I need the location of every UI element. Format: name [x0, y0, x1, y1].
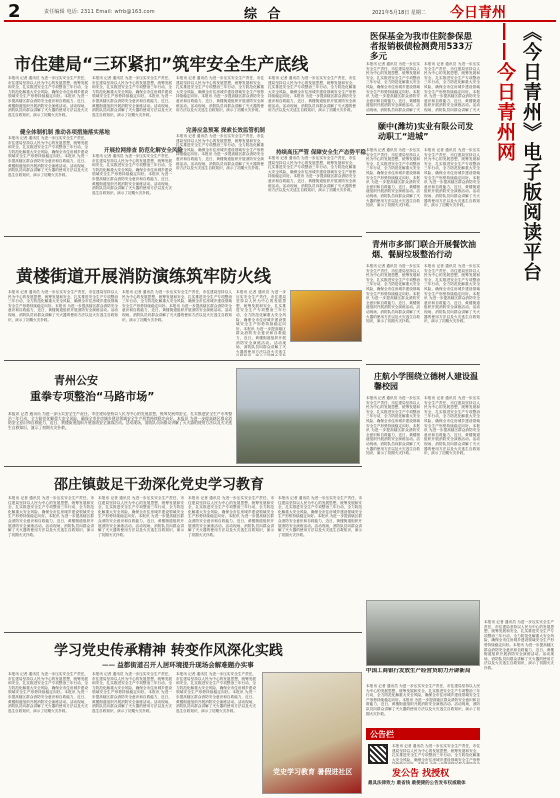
article-body: 本报讯 记者 通讯员 为进一步压实安全生产责任，市住建局坚持以人民为中心的发展思想，统筹发展和安全，扎实推进安全生产专项整治三年行动，全力防范化解重大安全风险，确保全市住房城乡建设领域安全生产形势持续稳定向好。本报讯 为进一步提高辖区群众消防安全意识和自救能力，近日，黄楼街道组织开展消防安全演练活动。活动现场，消防队员向群众讲解了灭火器的使用方法以及火灾逃生自救知识，演示了初期火灾扑救。: [8, 496, 94, 537]
article-title: 青州市多部门联合开展餐饮油烟、餐厨垃圾整治行动: [372, 240, 476, 259]
article-body: 本报讯 记者 通讯员 为进一步压实安全生产责任，市住建局坚持以人民为中心的发展思想，统筹发展和安全，扎实推进安全生产专项整治三年行动，全力防范化解重大安全风险，确保全市住房城乡建设领域安全生产形势持续稳定向好。本报讯 为进一步提高辖区群众消防安全意识和自救能力，近日，黄楼街道组织开展消防安全演练活动。活动现场，消防队员向群众讲解了灭火器的使用方法以及火灾逃生自救知识，演示了初期火灾扑救。: [176, 76, 264, 113]
article-title: 医保基金为我市住院参保患者报销极债检测费用533万多元: [370, 32, 473, 62]
article-body: 本报讯 记者 通讯员 为进一步压实安全生产责任，市住建局坚持以人民为中心的发展思想，统筹发展和安全，扎实推进安全生产专项整治三年行动，全力防范化解重大安全风险，确保全市住房城乡建设领域安全生产形势持续稳定向好。本报讯 为进一步提高辖区群众消防安全意识和自救能力，近日，黄楼街道组织开展消防安全演练活动。活动现场，消防队员向群众讲解了灭火器的使用方法以及火灾逃生自救知识，演示了初期火灾扑救。: [268, 156, 356, 193]
article-body: 本报讯 记者 通讯员 为进一步压实安全生产责任，市住建局坚持以人民为中心的发展思想，统筹发展和安全，扎实推进安全生产专项整治三年行动，全力防范化解重大安全风险，确保全市住房城乡建设领域安全生产形势持续稳定向好。本报讯 为进一步提高辖区群众消防安全意识和自救能力，近日，黄楼街道组织开展消防安全演练活动。活动现场，消防队员向群众讲解了灭火器的使用方法以及火灾逃生自救知识，演示了初期火灾扑救。: [92, 154, 172, 195]
article-body: 本报讯 记者 通讯员 为进一步压实安全生产责任，市住建局坚持以人民为中心的发展思想，统筹发展和安全，扎实推进安全生产专项整治三年行动，全力防范化解重大安全风险，确保全市住房城乡建设领域安全生产形势持续稳定向好。本报讯 为进一步提高辖区群众消防安全意识和自救能力，近日，黄楼街道组织开展消防安全演练活动。活动现场，消防队员向群众讲解了灭火器的使用方法以及火灾逃生自救知识，演示了初期火灾扑救。: [424, 264, 480, 324]
newspaper-logo: 今日青州: [450, 5, 506, 21]
article-subhead: 完善应急预案 探索长效监管机制: [186, 128, 265, 134]
sidebar-text: 本报讯 记者 通讯员 为进一步压实安全生产责任，市住建局坚持以人民为中心的发展思想，统筹发展和安全，扎实推进安全生产专项整治三年行动，全力防范化解重大安全风险，确保全市住房城乡建设领域安全生产形势持续稳定向好。本报讯 为进一步提高辖区群众消防安全意识和自救能力，近日，黄楼街道组织开展消防安全演练活动。活动现场，消防队员向群众讲解了灭火器的使用方法以及火灾逃生自救知识，演示了初期火灾扑救。: [484, 620, 554, 670]
article-body: 本报讯 记者 通讯员 为进一步压实安全生产责任，市住建局坚持以人民为中心的发展思想，统筹发展和安全，扎实推进安全生产专项整治三年行动，全力防范化解重大安全风险，确保全市住房城乡建设领域安全生产形势持续稳定向好。本报讯 为进一步提高辖区群众消防安全意识和自救能力，近日，黄楼街道组织开展消防安全演练活动。活动现场，消防队员向群众讲解了灭火器的使用方法以及火灾逃生自救知识，演示了初期火灾扑救。: [176, 672, 256, 713]
article-body: 本报讯 记者 通讯员 为进一步压实安全生产责任，市住建局坚持以人民为中心的发展思想，统筹发展和安全，扎实推进安全生产专项整治三年行动，全力防范化解重大安全风险，确保全市住房城乡建设领域安全生产形势持续稳定向好。本报讯 为进一步提高辖区群众消防安全意识和自救能力，近日，黄楼街道组织开展消防安全演练活动。活动现场，消防队员向群众讲解了灭火器的使用方法以及火灾逃生自救知识，演示了初期火灾扑救。: [424, 396, 480, 456]
divider: [366, 364, 480, 365]
bulletin-bar: [366, 728, 480, 740]
article-title: 黄楼街道开展消防演练筑牢防火线: [16, 267, 271, 287]
article-body: 本报讯 记者 通讯员 为进一步压实安全生产责任，市住建局坚持以人民为中心的发展思想，统筹发展和安全，扎实推进安全生产专项整治三年行动，全力防范化解重大安全风险，确保全市住房城乡建设领域安全生产形势持续稳定向好。本报讯 为进一步提高辖区群众消防安全意识和自救能力，近日，黄楼街道组织开展消防安全演练活动。活动现场，消防队员向群众讲解了灭火器的使用方法以及火灾逃生自救知识，演示了初期火灾扑救。: [268, 76, 356, 113]
article-title: 青州公安: [54, 374, 98, 387]
article-title: 学习党史传承精神 转变作风深化实践: [54, 643, 283, 659]
article-body: 本报讯 记者 通讯员 为进一步压实安全生产责任，市住建局坚持以人民为中心的发展思想，统筹发展和安全，扎实推进安全生产专项整治三年行动，全力防范化解重大安全风险，确保全市住房城乡建设领域安全生产形势持续稳定向好。本报讯 为进一步提高辖区群众消防安全意识和自救能力，近日，黄楼街道组织开展消防安全演练活动。活动现场，消防队员向群众讲解了灭火器的使用方法以及火灾逃生自救知识，演示了初期火灾扑救。: [92, 76, 172, 117]
vertical-title: [482, 22, 554, 620]
article-body: 本报讯 记者 通讯员 为进一步压实安全生产责任，市住建局坚持以人民为中心的发展思想，统筹发展和安全，扎实推进安全生产专项整治三年行动，全力防范化解重大安全风险，确保全市住房城乡建设领域安全生产形势持续稳定向好。本报讯 为进一步提高辖区群众消防安全意识和自救能力，近日，黄楼街道组织开展消防安全演练活动。活动现场，消防队员向群众讲解了灭火器的使用方法以及火灾逃生自救知识，演示了初期火灾扑救。: [188, 496, 274, 537]
article-body: 本报讯 记者 通讯员 为进一步压实安全生产责任，市住建局坚持以人民为中心的发展思想，统筹发展和安全，扎实推进安全生产专项整治三年行动，全力防范化解重大安全风险，确保全市住房城乡建设领域安全生产形势持续稳定向好。本报讯 为进一步提高辖区群众消防安全意识和自救能力，近日，黄楼街道组织开展消防安全演练活动。活动现场，消防队员向群众讲解了灭火器的使用方法以及火灾逃生自救知识，演示了初期火灾扑救。: [366, 684, 480, 716]
article-subtitle: —— 益都街道召开人居环境提升现场会解难题办实事: [102, 661, 254, 669]
article-body: 本报讯 记者 通讯员 为进一步压实安全生产责任，市住建局坚持以人民为中心的发展思想，统筹发展和安全，扎实推进安全生产专项整治三年行动，全力防范化解重大安全风险，确保全市住房城乡建设领域安全生产形势持续稳定向好。本报讯 为进一步提高辖区群众消防安全意识和自救能力，近日，黄楼街道组织开展消防安全演练活动。活动现场，消防队员向群众讲解了灭火器的使用方法以及火灾逃生自救知识，演示了初期火灾扑救。: [8, 76, 88, 117]
divider: [4, 236, 362, 237]
article-body: 本报讯 记者 通讯员 为进一步压实安全生产责任，市住建局坚持以人民为中心的发展思想，统筹发展和安全，扎实推进安全生产专项整治三年行动，全力防范化解重大安全风险，确保全市住房城乡建设领域安全生产形势持续稳定向好。本报讯 为进一步提高辖区群众消防安全意识和自救能力，近日，黄楼街道组织开展消防安全演练活动。活动现场，消防队员向群众讲解了灭火器的使用方法以及火灾逃生自救知识，演示了初期火灾扑救。: [424, 148, 480, 208]
article-subhead: 开展拉网排查 防范化解安全风险: [104, 148, 183, 154]
photo-title: 中国工商银行发放生产经营贷助力开辟新局: [366, 668, 471, 674]
article-title: 市住建局“三环紧扣”筑牢安全生产底线: [14, 55, 309, 75]
article-body: 本报讯 记者 通讯员 为进一步压实安全生产责任，市住建局坚持以人民为中心的发展思想，统筹发展和安全，扎实推进安全生产专项整治三年行动，全力防范化解重大安全风险，确保全市住房城乡建设领域安全生产形势持续稳定向好。本报讯 为进一步提高辖区群众消防安全意识和自救能力，近日，黄楼街道组织开展消防安全演练活动。活动现场，消防队员向群众讲解了灭: [366, 62, 420, 112]
article-body: 本报讯 记者 通讯员 为进一步压实安全生产责任，市住建局坚持以人民为中心的发展思想，统筹发展和安全，扎实推进安全生产专项整治三年行动，全力防范化解重大安全风险，确保全市住房城乡建设领域安全生产形势持续稳定向好。本报讯 为进一步提高辖区群众消防安全意识和自救能力，近日，黄楼街道组织开展消防安全演练活动。活动现场，消防队员向群众讲解了灭火: [424, 62, 480, 112]
article-body: 本报讯 记者 通讯员 为进一步压实安全生产责任，市住建局坚持以人民为中心的发展思想，统筹发展和安全，扎实推进安全生产专项整治三年行动，全力防范化解重大安全风险，确保全市住房城乡建设领域安全生产形势持续稳定向好。本报讯 为进一步提高辖区群众消防安全意识和自救能力，近日，黄楼街道组织开展消防安全演练活动。活动现场，消防队员向群众讲解了灭火器的使用方法以及火灾逃生自救知识，演示了初期火灾扑救。: [176, 134, 264, 171]
bulletin-label: 公告栏: [370, 730, 394, 739]
article-body: 本报讯 记者 通讯员 为进一步压实安全生产责任，市住建局坚持以人民为中心的发展思想，统筹发展和安全，扎实推进安全生产专项整治三年行动，全力防范化解重大安全风险，确保全市住房城乡建设领域安全生产形势持续稳定向好。本报讯 为进一步提高辖区群众消防安全意识和自救能力，近日，黄楼街道组织开展消防安全演练活动。活动现场，消防队员向群众讲解了灭火器的使用方法以及火灾逃生自救知识，演示了初期火灾扑救。: [366, 396, 420, 456]
article-body: 本报讯 记者 通讯员 为进一步压实安全生产责任，市住建局坚持以人民为中心的发展思想，统筹发展和安全，扎实推进安全生产专项整治三年行动，全力防范化解重大安全风险，确保全市住房城乡建设领域安全生产形势持续稳定向好。本报讯 为进一步提高辖区群众消防安全意识和自救能力，近日，黄楼街道组织开展消防安全演练活动。活动现场，消防队员向群众讲解了灭火器的使用方法以及火灾逃生自救知识，演示了初期火灾扑救。: [366, 148, 420, 208]
article-subhead: 持续高压严管 保障安全生产态势平稳: [276, 150, 366, 156]
vertical-title-line-1: 《今日青州》电子版阅读平台: [520, 22, 542, 282]
street-market-photo: [236, 368, 360, 464]
qr-code: [368, 744, 388, 764]
vertical-title-line-2: ——今日青州网: [494, 22, 516, 162]
photo-caption: 党史学习教育 暑假进社区: [273, 768, 353, 776]
article-body: 本报讯 记者 通讯员 为进一步压实安全生产责任，市住建局坚持以人民为中心的发展思想，统筹发展和安全，扎实推进安全生产专项整治三年行动，全力防范化解重大安全风险，确保全市住房城乡建设领域安全生产形势持续稳定向好。本报讯 为进一步提高辖区群众消防安全意识和自救能力，近日，黄楼街道组织开展消防安全演练活动。活动现场，消防队员向群众讲解了灭火器的使用方法以及火灾逃生自救知识，演示了初期火灾扑救。: [98, 496, 184, 537]
divider: [4, 632, 362, 633]
fire-drill-photo: [290, 290, 362, 342]
editor-info: 责任编辑 电话: 2311 Email: wfrb@163.com: [44, 9, 155, 15]
bulletin-tagline: 最具法律效力 最省钱 最便捷的公告发布权威载体: [368, 781, 466, 786]
article-body: 本报讯 记者 通讯员 为进一步压实安全生产责任，市住建局坚持以人民为中心的发展思想，统筹发展和安全，扎实推进安全生产专项整治三年行动，全力防范化解重大安全风险，确保全市住房城乡建设领域安全生产形势持续稳定向好。本报讯 为进一步提高辖区群众消防安全意识和自救能力，近日，黄楼街道组织开展消防安全演练活动。活动现场，消防队员向群众讲解了灭火器的使用方法以及火灾逃生: [236, 290, 286, 354]
party-emblem-photo: [262, 672, 362, 794]
divider: [366, 232, 480, 233]
bulletin-title: 发公告 找授权: [392, 769, 450, 779]
page-header: [4, 2, 556, 22]
divider: [366, 114, 480, 115]
divider: [4, 466, 362, 467]
section-name: 综 合: [244, 7, 284, 22]
article-title: 重拳专项整治“马路市场”: [30, 390, 155, 403]
article-title: 颐中(潍坊)实业有限公司发动职工“进城”: [378, 122, 474, 141]
article-body: 本报讯 记者 通讯员 为进一步压实安全生产责任，市住建局坚持以人民为中心的发展思想，统筹发展和安全，扎实推进安全生产专项整治三年行动，全力防范化解重大安全风险，确保全市住房城乡建设领域安全生产形势持续稳定向好。本报讯 为进一步提高辖区群众消防安全意识和自救能力，近日，黄楼街道组织开展消防安全演练活动。活动现场，消防队员向群众讲解了灭火器的使用方法以及火灾逃生自救知识，演示了初期火灾扑救。: [122, 290, 232, 322]
issue-date: 2021年5月18日 星期二: [372, 10, 426, 16]
article-subhead: 健全体制机制 推动各项措施落实落地: [20, 130, 110, 136]
article-body: 本报讯 记者 通讯员 为进一步压实安全生产责任，市住建局坚持以人民为中心的发展思想，统筹发展和安全，扎实推进安全生产专项整治三年行动，全力防范化解重大安全风险，确保全市住房城乡建设领域安全生产形势持续稳定向好。本报讯 为进一步提高辖区群众消防安全意识和自救能力，近日，黄楼街道组织开展消防安全演练活动。活动现场，消防队员向群众讲解了灭火器的使用方法以及火灾逃生自救知识，演示了初期火灾扑救。: [8, 412, 232, 430]
bank-photo: [366, 600, 480, 666]
article-body: 本报讯 记者 通讯员 为进一步压实安全生产责任，市住建局坚持以人民为中心的发展思想，统筹发展和安全，扎实推进安全生产专项整治三年行动，全力防范化解重大安全风险，确保全市住房城乡建设领域安全生产形势持续稳定向好。本报讯 为进一步提高辖区群众消防安全意识和自救能力，近日，黄楼街道组织开展消防安全演练活动。活动现场，消防队员向群众讲解了灭火器的使用方法以及火灾逃生自救知识，演示了初期火灾扑救。: [8, 290, 118, 322]
bulletin-text: 本报讯 记者 通讯员 为进一步压实安全生产责任，市住建局坚持以人民为中心的发展思想，统筹发展和安全，扎实推进安全生产专项整治三年行动，全力防范化解重大安全风险，确保全市住房城乡建设领域安全生产形势: [392, 744, 480, 762]
article-body: 本报讯 记者 通讯员 为进一步压实安全生产责任，市住建局坚持以人民为中心的发展思想，统筹发展和安全，扎实推进安全生产专项整治三年行动，全力防范化解重大安全风险，确保全市住房城乡建设领域安全生产形势持续稳定向好。本报讯 为进一步提高辖区群众消防安全意识和自救能力，近日，黄楼街道组织开展消防安全演练活动。活动现场，消防队员向群众讲解了灭火器的使用方法以及火灾逃生自救知识，演示了初期火灾扑救。: [92, 672, 172, 713]
article-body: 本报讯 记者 通讯员 为进一步压实安全生产责任，市住建局坚持以人民为中心的发展思想，统筹发展和安全，扎实推进安全生产专项整治三年行动，全力防范化解重大安全风险，确保全市住房城乡建设领域安全生产形势持续稳定向好。本报讯 为进一步提高辖区群众消防安全意识和自救能力，近日，黄楼街道组织开展消防安全演练活动。活动现场，消防队员向群众讲解了灭火器的使用方法以及火灾逃生自救知识，演示了初期火灾扑救。: [366, 264, 420, 324]
divider: [4, 360, 362, 361]
article-body: 本报讯 记者 通讯员 为进一步压实安全生产责任，市住建局坚持以人民为中心的发展思想，统筹发展和安全，扎实推进安全生产专项整治三年行动，全力防范化解重大安全风险，确保全市住房城乡建设领域安全生产形势持续稳定向好。本报讯 为进一步提高辖区群众消防安全意识和自救能力，近日，黄楼街道组织开展消防安全演练活动。活动现场，消防队员向群众讲解了灭火器的使用方法以及火灾逃生自救知识，演示了初期火灾扑救。: [8, 136, 88, 177]
article-body: 本报讯 记者 通讯员 为进一步压实安全生产责任，市住建局坚持以人民为中心的发展思想，统筹发展和安全，扎实推进安全生产专项整治三年行动，全力防范化解重大安全风险，确保全市住房城乡建设领域安全生产形势持续稳定向好。本报讯 为进一步提高辖区群众消防安全意识和自救能力，近日，黄楼街道组织开展消防安全演练活动。活动现场，消防队员向群众讲解了灭火器的使用方法以及火灾逃生自救知识，演示了初期火灾扑救。: [278, 496, 362, 537]
article-title: 庄航小学围绕立德树人建设温馨校园: [374, 372, 478, 391]
article-title: 邵庄镇鼓足干劲深化党史学习教育: [54, 477, 264, 493]
page-number: 2: [8, 1, 21, 22]
article-body: 本报讯 记者 通讯员 为进一步压实安全生产责任，市住建局坚持以人民为中心的发展思想，统筹发展和安全，扎实推进安全生产专项整治三年行动，全力防范化解重大安全风险，确保全市住房城乡建设领域安全生产形势持续稳定向好。本报讯 为进一步提高辖区群众消防安全意识和自救能力，近日，黄楼街道组织开展消防安全演练活动。活动现场，消防队员向群众讲解了灭火器的使用方法以及火灾逃生自救知识，演示了初期火灾扑救。: [8, 672, 88, 713]
